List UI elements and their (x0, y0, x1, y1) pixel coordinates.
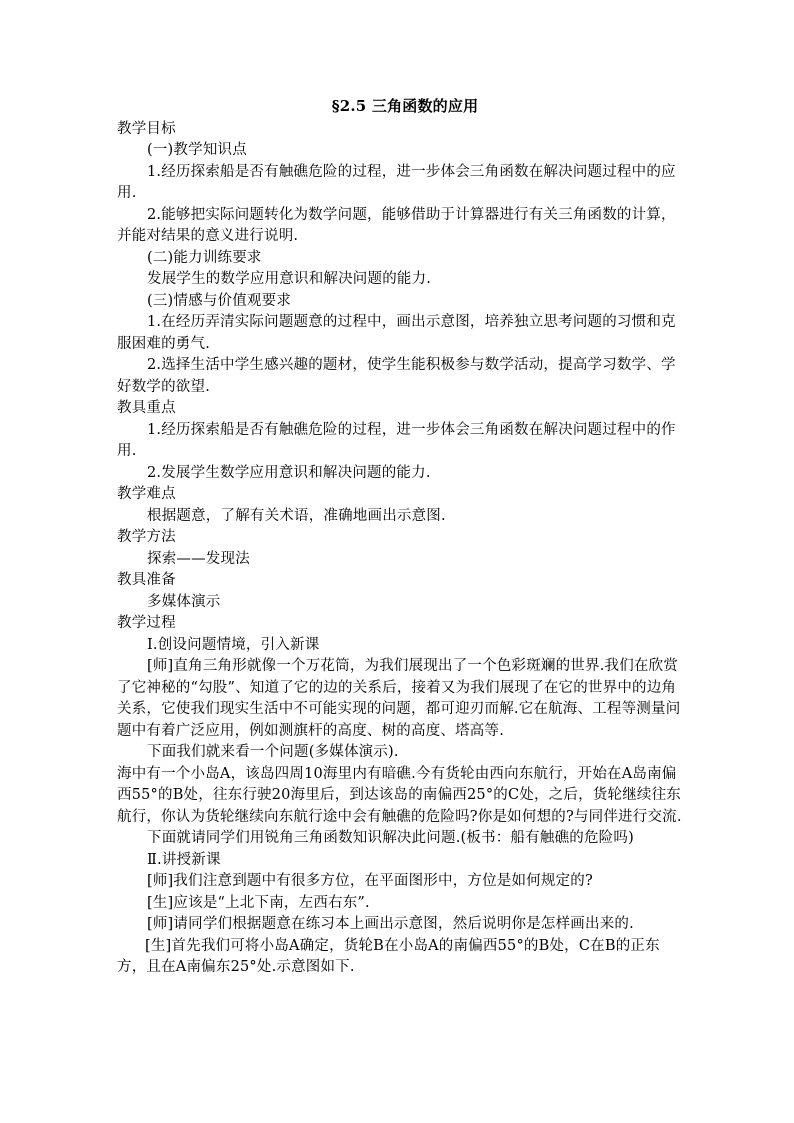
paragraph: 探索——发现法 (147, 550, 250, 567)
section-heading: 教学方法 (117, 529, 176, 545)
paragraph: Ⅰ.创设问题情境，引入新课 (147, 636, 320, 653)
section-heading: 教具重点 (117, 400, 176, 416)
paragraph: 2.能够把实际问题转化为数学问题，能够借助于计算器进行有关三角函数的计算，并能对结果的意义进行说明. (117, 206, 676, 244)
paragraph: 2.选择生活中学生感兴趣的题材，使学生能积极参与数学活动，提高学习数学、学好数学的欲望. (117, 357, 676, 395)
section-heading: 教学过程 (117, 615, 176, 631)
section-heading: 教具准备 (117, 572, 176, 588)
document-body (117, 96, 683, 979)
paragraph: 1.经历探索船是否有触礁危险的过程，进一步体会三角函数在解决问题过程中的作用. (117, 421, 676, 459)
paragraph: 下面我们就来看一个问题(多媒体演示). (147, 744, 399, 760)
document-title: §2.5 三角函数的应用 (331, 97, 479, 115)
paragraph: 多媒体演示 (147, 593, 221, 610)
paragraph: 发展学生的数学应用意识和解决问题的能力. (147, 271, 432, 287)
section-heading: 教学目标 (117, 120, 176, 137)
paragraph: [师]我们注意到题中有很多方位，在平面图形中，方位是如何规定的? (147, 873, 593, 889)
paragraph-list (117, 119, 683, 979)
section-heading: 教学难点 (117, 486, 176, 502)
paragraph: 下面就请同学们用锐角三角函数知识解决此问题.(板书：船有触礁的危险吗) (147, 830, 634, 846)
paragraph: (一)教学知识点 (147, 142, 247, 158)
paragraph: 根据题意，了解有关术语，准确地画出示意图. (147, 507, 446, 524)
paragraph: [师]请同学们根据题意在练习本上画出示意图，然后说明你是怎样画出来的. (147, 916, 634, 932)
paragraph: 1.经历探索船是否有触礁危险的过程，进一步体会三角函数在解决问题过程中的应用. (117, 163, 676, 201)
paragraph: (三)情感与价值观要求 (147, 292, 292, 309)
paragraph: [生]应该是“上北下南，左西右东”. (147, 894, 370, 911)
paragraph: 2.发展学生数学应用意识和解决问题的能力. (147, 464, 431, 481)
paragraph: 1.在经历弄清实际问题题意的过程中，画出示意图，培养独立思考问题的习惯和克服困难的勇气. (117, 314, 676, 352)
paragraph: Ⅱ.讲授新课 (147, 851, 221, 868)
section-heading: 海中有一个小岛A，该岛四周10海里内有暗礁.今有货轮由西向东航行，开始在A岛南偏西55°的B处，往东行驶20海里后，到达该岛的南偏西25°的C处，之后，货轮继续往东航行，你认为货轮继续向东航行途中会有触礁的危险吗?你是如何想的?与同伴进行交流. (117, 765, 682, 825)
paragraph: [师]直角三角形就像一个万花筒，为我们展现出了一个色彩斑斓的世界.我们在欣赏了它神秘的“勾股”、知道了它的边的关系后，接着又为我们展现了在它的世界中的边角关系，它使我们现实生活中不可能实现的问题，都可迎刃而解.它在航海、工程等测量问题中有着广泛应用，例如测旗杆的高度、树的高度、塔高等. (117, 658, 681, 739)
paragraph: [生]首先我们可将小岛A确定，货轮B在小岛A的南偏西55°的B处，C在B的正东方，且在A南偏东25°处.示意图如下. (117, 937, 660, 975)
paragraph: (二)能力训练要求 (147, 249, 262, 266)
